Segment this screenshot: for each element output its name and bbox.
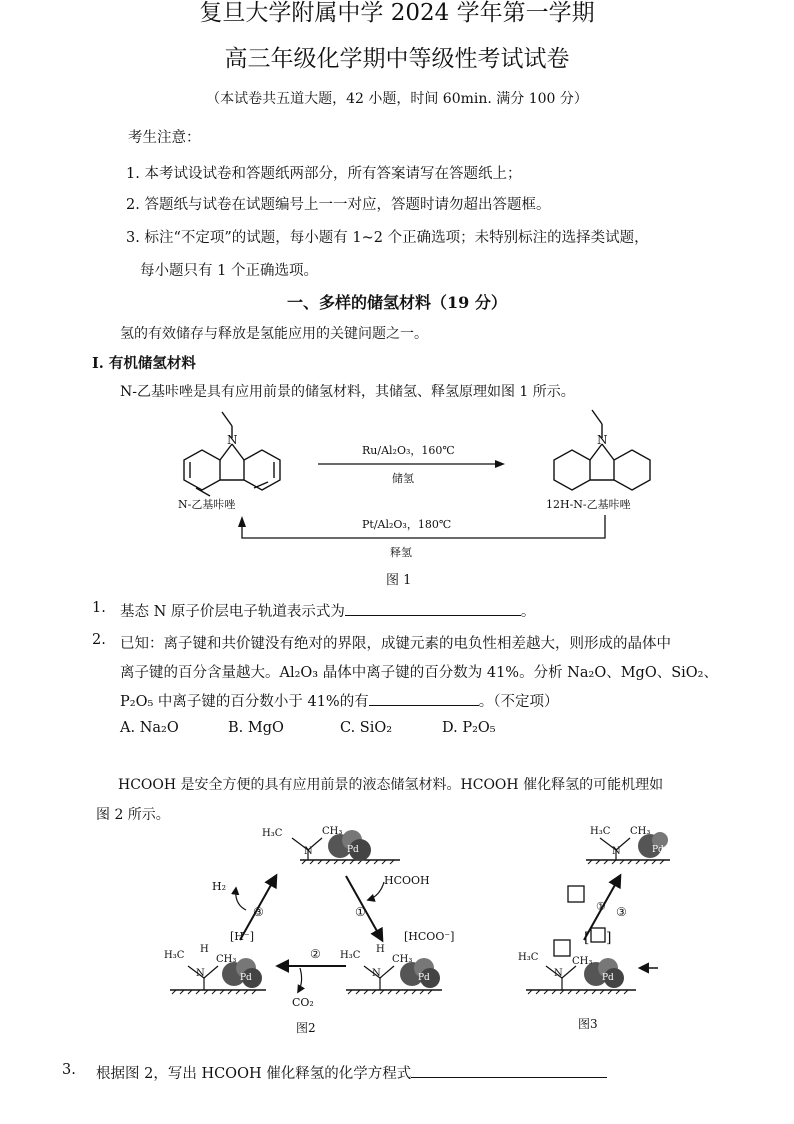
fig2-h3c-left: H₃C [164,950,185,961]
notice-item-3: 3. 标注“不定项”的试题，每小题有 1~2 个正确选项；未特别标注的选择类试题， [126,230,649,246]
fig2-n-right: N [372,968,381,979]
question-3-prompt: 根据图 2，写出 HCOOH 催化释氢的化学方程式 [96,1066,412,1082]
question-2-number: 2. [92,632,106,648]
notice-item-1: 1. 本考试设试卷和答题纸两部分，所有答案请写在答题纸上； [126,166,522,182]
question-3-text [96,1062,607,1083]
exam-subnote: （本试卷共五道大题，42 小题，时间 60min. 满分 100 分） [206,91,588,107]
fig3-n-bottom: N [554,968,563,979]
question-1-prompt: 基态 N 原子价层电子轨道表示式为 [120,604,345,620]
fig2-step3-label: ③ [253,905,264,919]
fig2-pd-top: Pd [347,845,359,855]
answer-blank-2[interactable] [369,691,479,706]
question-2-line-3 [120,690,558,711]
figure-2-caption: 图2 [296,1021,316,1035]
option-a[interactable]: A. Na₂O [120,720,179,736]
fig3-ch3-top: CH₃ [630,826,651,837]
section-title: 一、多样的储氢材料（19 分） [287,293,507,312]
fig2-bracket-hcoo: [HCOO⁻] [404,930,455,943]
question-3-number: 3. [62,1062,76,1078]
notice-item-3-cont: 每小题只有 1 个正确选项。 [140,263,318,279]
right-molecule-name: 12H-N-乙基咔唑 [546,498,631,511]
fig3-step1-label: ① [596,900,606,913]
question-1-text [120,600,535,621]
fig2-h3c-right: H₃C [340,950,361,961]
question-1-number: 1. [92,600,106,616]
fig2-h3c-top: H₃C [262,828,283,839]
figure-2-3 [150,818,670,1040]
figure-1 [150,400,670,590]
section-intro: 氢的有效储存与释放是氢能应用的关键问题之一。 [120,326,428,342]
answer-blank-1[interactable] [345,601,521,616]
option-b[interactable]: B. MgO [228,720,284,736]
question-2-prompt: P₂O₅ 中离子键的百分数小于 41%的有 [120,694,369,710]
fig3-h3c-bottom: H₃C [518,952,539,963]
dehydrogenation-label: 释氢 [390,546,412,559]
question-2-end: 。（不定项） [478,694,559,710]
fig2-step2-label: ② [310,947,321,961]
answer-blank-3[interactable] [411,1063,607,1078]
fig2-step1-label: ① [355,905,366,919]
exam-title: 高三年级化学期中等级性考试试卷 [224,46,570,72]
fig2-co2-label: CO₂ [292,996,314,1009]
dehydrogenation-condition: Pt/Al₂O₃，180℃ [362,518,452,531]
fig3-h3c-top: H₃C [590,826,611,837]
fig3-pd-top: Pd [652,845,664,855]
fig3-n-top: N [612,846,621,857]
fig2-n-left: N [196,968,205,979]
question-2-line-1: 已知：离子键和共价键没有绝对的界限，成键元素的电负性相差越大，则形成的晶体中 [120,636,671,652]
left-molecule-name: N-乙基咔唑 [178,498,236,511]
12h-n-ethylcarbazole-structure [554,410,650,490]
fig3-ch3-bottom: CH₃ [572,956,593,967]
fig3-blank-box-1[interactable] [568,886,584,902]
subsection-text: N-乙基咔唑是具有应用前景的储氢材料，其储氢、释氢原理如图 1 所示。 [120,384,575,400]
atom-n-left: N [227,433,238,447]
fig2-h-right: H [376,944,385,955]
svg-text:[: [ [584,930,590,946]
notice-item-2: 2. 答题纸与试卷在试题编号上一一对应，答题时请勿超出答题框。 [126,197,551,213]
notice-heading: 考生注意： [128,130,201,146]
dehydrogenation-arrowhead [238,516,246,527]
fig3-step3-label: ③ [616,905,627,919]
fig2-bracket-h: [H⁻] [230,930,254,943]
question-1-end: 。 [520,604,536,620]
fig2-ch3-left: CH₃ [216,954,237,965]
fig2-pd-left: Pd [240,973,252,983]
option-d[interactable]: D. P₂O₅ [442,720,496,736]
figure-1-caption: 图 1 [386,573,412,588]
question-2-line-2: 离子键的百分含量越大。Al₂O₃ 晶体中离子键的百分数为 41%。分析 Na₂O、MgO、SiO₂、 [120,665,718,681]
atom-n-right: N [597,433,608,447]
fig2-hcooh-label: HCOOH [384,874,430,887]
hydrogenation-label: 储氢 [392,472,414,485]
fig2-h-left: H [200,944,209,955]
svg-text:]: ] [606,930,612,946]
figure-3-caption: 图3 [578,1017,598,1031]
fig3-pd-bottom: Pd [602,973,614,983]
exam-title-school: 复旦大学附属中学 2024 学年第一学期 [199,0,595,26]
hcooh-line-1: HCOOH 是安全方便的具有应用前景的液态储氢材料。HCOOH 催化释氢的可能机理如 [118,777,664,793]
hydrogenation-arrowhead [495,460,505,468]
option-c[interactable]: C. SiO₂ [340,720,393,736]
subsection-title: I. 有机储氢材料 [92,355,196,372]
fig2-n-top: N [304,846,313,857]
hcooh-line-2: 图 2 所示。 [96,807,170,823]
fig2-ch3-top: CH₃ [322,826,343,837]
fig2-ch3-right: CH₃ [392,954,413,965]
fig2-pd-right: Pd [418,973,430,983]
hydrogenation-condition: Ru/Al₂O₃，160℃ [362,444,455,457]
n-ethylcarbazole-structure [184,412,280,496]
fig2-h2-label: H₂ [212,880,227,893]
